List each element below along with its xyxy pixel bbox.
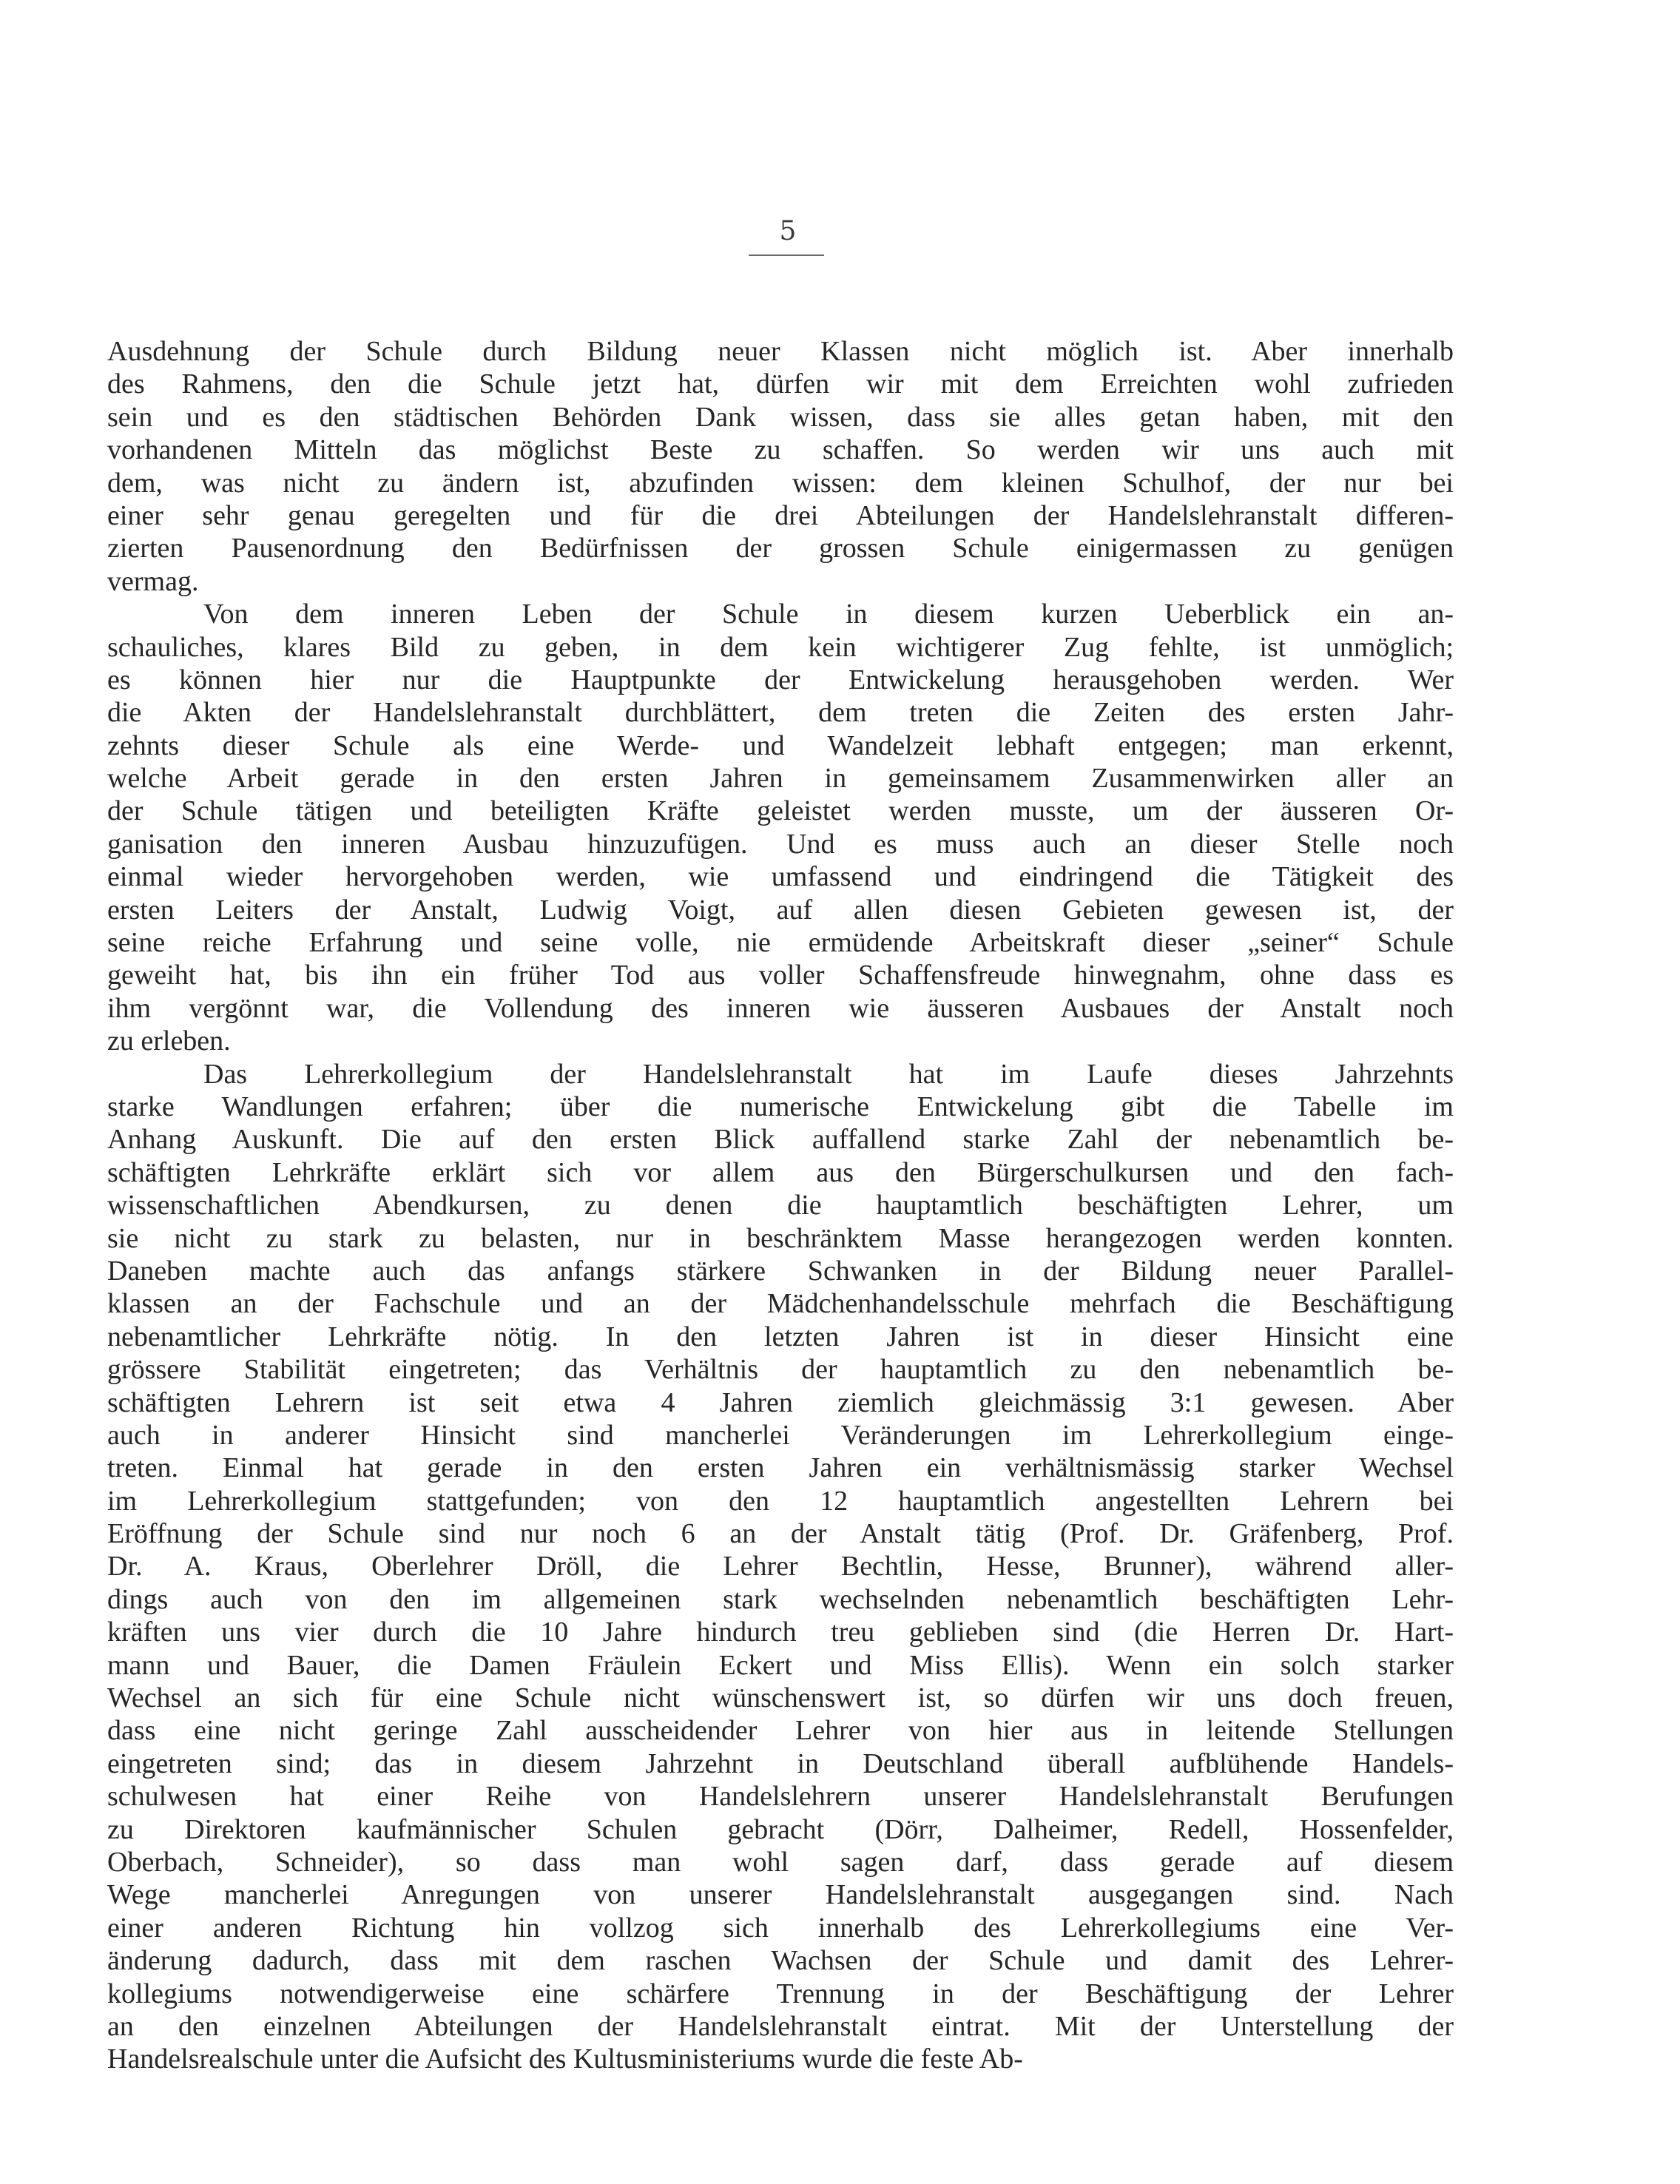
text-line: Von dem inneren Leben der Schule in diesem kurzen Ueberblick ein an- (203, 599, 1454, 630)
text-line: dem, was nicht zu ändern ist, abzufinden wissen: dem kleinen Schulhof, der nur bei (107, 467, 1454, 499)
text-line: Wechsel an sich für eine Schule nicht wünschenswert ist, so dürfen wir uns doch freuen, (107, 1682, 1454, 1714)
text-line: schäftigten Lehrern ist seit etwa 4 Jahren ziemlich gleichmässig 3:1 gewesen. Aber (107, 1386, 1454, 1418)
text-line: Oberbach, Schneider), so dass man wohl sagen darf, dass gerade auf diesem (107, 1846, 1454, 1878)
paragraph (107, 1058, 1454, 2076)
text-line: klassen an der Fachschule und an der Mädchenhandelsschule mehrfach die Beschäftigung (107, 1288, 1454, 1320)
text-line: der Schule tätigen und beteiligten Kräfte geleistet werden musste, um der äusseren Or- (107, 795, 1454, 827)
text-line: im Lehrerkollegium stattgefunden; von den 12 hauptamtlich angestellten Lehrern bei (107, 1485, 1454, 1517)
text-line: vermag. (107, 565, 199, 597)
text-line: auch in anderer Hinsicht sind mancherlei Veränderungen im Lehrerkollegium einge- (107, 1419, 1454, 1451)
text-line: zu erleben. (107, 1025, 231, 1057)
text-line: Eröffnung der Schule sind nur noch 6 an der Anstalt tätig (Prof. Dr. Gräfenberg, Prof. (107, 1518, 1454, 1550)
text-line: eingetreten sind; das in diesem Jahrzehnt in Deutschland überall aufblühende Handels- (107, 1747, 1454, 1779)
text-line: es können hier nur die Hauptpunkte der Entwickelung herausgehoben werden. Wer (107, 664, 1454, 695)
text-line: ganisation den inneren Ausbau hinzuzufügen. Und es muss auch an dieser Stelle noch (107, 828, 1454, 860)
paragraph (107, 335, 1454, 598)
text-line: ersten Leiters der Anstalt, Ludwig Voigt, auf allen diesen Gebieten gewesen ist, der (107, 894, 1454, 926)
text-line: grössere Stabilität eingetreten; das Verhältnis der hauptamtlich zu den nebenamtlich be- (107, 1354, 1454, 1386)
text-line: vorhandenen Mitteln das möglichst Beste zu schaffen. So werden wir uns auch mit (107, 434, 1454, 466)
text-line: Ausdehnung der Schule durch Bildung neuer Klassen nicht möglich ist. Aber innerhalb (107, 336, 1454, 367)
text-line: sein und es den städtischen Behörden Dank wissen, dass sie alles getan haben, mit den (107, 401, 1454, 433)
text-line: dass eine nicht geringe Zahl ausscheidender Lehrer von hier aus in leitende Stellungen (107, 1715, 1454, 1747)
text-line: treten. Einmal hat gerade in den ersten Jahren ein verhältnismässig starker Wechsel (107, 1452, 1454, 1484)
text-line: Anhang Auskunft. Die auf den ersten Blick auffallend starke Zahl der nebenamtlich be- (107, 1124, 1454, 1156)
text-line: Das Lehrerkollegium der Handelslehranstalt hat im Laufe dieses Jahrzehnts (203, 1058, 1454, 1090)
text-line: Dr. A. Kraus, Oberlehrer Dröll, die Lehrer Bechtlin, Hesse, Brunner), während aller- (107, 1551, 1454, 1583)
text-line: starke Wandlungen erfahren; über die numerische Entwickelung gibt die Tabelle im (107, 1091, 1454, 1122)
text-line: an den einzelnen Abteilungen der Handelslehranstalt eintrat. Mit der Unterstellung der (107, 2010, 1454, 2042)
body-text (107, 335, 1454, 2076)
text-line: Wege mancherlei Anregungen von unserer Handelslehranstalt ausgegangen sind. Nach (107, 1879, 1454, 1911)
text-line: zierten Pausenordnung den Bedürfnissen der grossen Schule einigermassen zu genügen (107, 533, 1454, 564)
text-line: mann und Bauer, die Damen Fräulein Eckert und Miss Ellis). Wenn ein solch starker (107, 1649, 1454, 1681)
text-line: zehnts dieser Schule als eine Werde- und Wandelzeit lebhaft entgegen; man erkennt, (107, 729, 1454, 761)
text-line: Handelsrealschule unter die Aufsicht des Kultusministeriums wurde die feste Ab- (107, 2043, 1023, 2075)
text-line: kräften uns vier durch die 10 Jahre hindurch treu geblieben sind (die Herren Dr. Hart- (107, 1617, 1454, 1648)
text-line: geweiht hat, bis ihn ein früher Tod aus voller Schaffensfreude hinwegnahm, ohne dass es (107, 960, 1454, 991)
text-line: einer sehr genau geregelten und für die drei Abteilungen der Handelslehranstalt differen- (107, 499, 1454, 531)
text-line: einmal wieder hervorgehoben werden, wie umfassend und eindringend die Tätigkeit des (107, 861, 1454, 893)
text-line: seine reiche Erfahrung und seine volle, nie ermüdende Arbeitskraft dieser „seiner“ Schule (107, 927, 1454, 959)
page-number-rule (749, 255, 824, 256)
text-line: schulwesen hat einer Reihe von Handelslehrern unserer Handelslehranstalt Berufungen (107, 1781, 1454, 1813)
text-line: nebenamtlicher Lehrkräfte nötig. In den letzten Jahren ist in dieser Hinsicht eine (107, 1321, 1454, 1352)
text-line: kollegiums notwendigerweise eine schärfere Trennung in der Beschäftigung der Lehrer (107, 1978, 1454, 2009)
text-line: sie nicht zu stark zu belasten, nur in beschränktem Masse herangezogen werden konnten. (107, 1222, 1454, 1254)
text-line: des Rahmens, den die Schule jetzt hat, dürfen wir mit dem Erreichten wohl zufrieden (107, 368, 1454, 400)
text-line: änderung dadurch, dass mit dem raschen Wachsen der Schule und damit des Lehrer- (107, 1945, 1454, 1977)
text-line: die Akten der Handelslehranstalt durchblättert, dem treten die Zeiten des ersten Jahr- (107, 697, 1454, 729)
text-line: welche Arbeit gerade in den ersten Jahren in gemeinsamem Zusammenwirken aller an (107, 763, 1454, 795)
text-line: dings auch von den im allgemeinen stark wechselnden nebenamtlich beschäftigten Lehr- (107, 1583, 1454, 1615)
text-line: zu Direktoren kaufmännischer Schulen gebracht (Dörr, Dalheimer, Redell, Hossenfelder, (107, 1813, 1454, 1845)
text-line: wissenschaftlichen Abendkursen, zu denen die hauptamtlich beschäftigten Lehrer, um (107, 1190, 1454, 1221)
text-line: einer anderen Richtung hin vollzog sich innerhalb des Lehrerkollegiums eine Ver- (107, 1912, 1454, 1944)
text-line: ihm vergönnt war, die Vollendung des inneren wie äusseren Ausbaues der Anstalt noch (107, 992, 1454, 1024)
paragraph (107, 598, 1454, 1057)
page-number: 5 (779, 216, 797, 246)
text-line: Daneben machte auch das anfangs stärkere Schwanken in der Bildung neuer Parallel- (107, 1255, 1454, 1287)
text-line: schäftigten Lehrkräfte erklärt sich vor allem aus den Bürgerschulkursen und den fach- (107, 1156, 1454, 1188)
text-line: schauliches, klares Bild zu geben, in dem kein wichtigerer Zug fehlte, ist unmöglich; (107, 631, 1454, 663)
